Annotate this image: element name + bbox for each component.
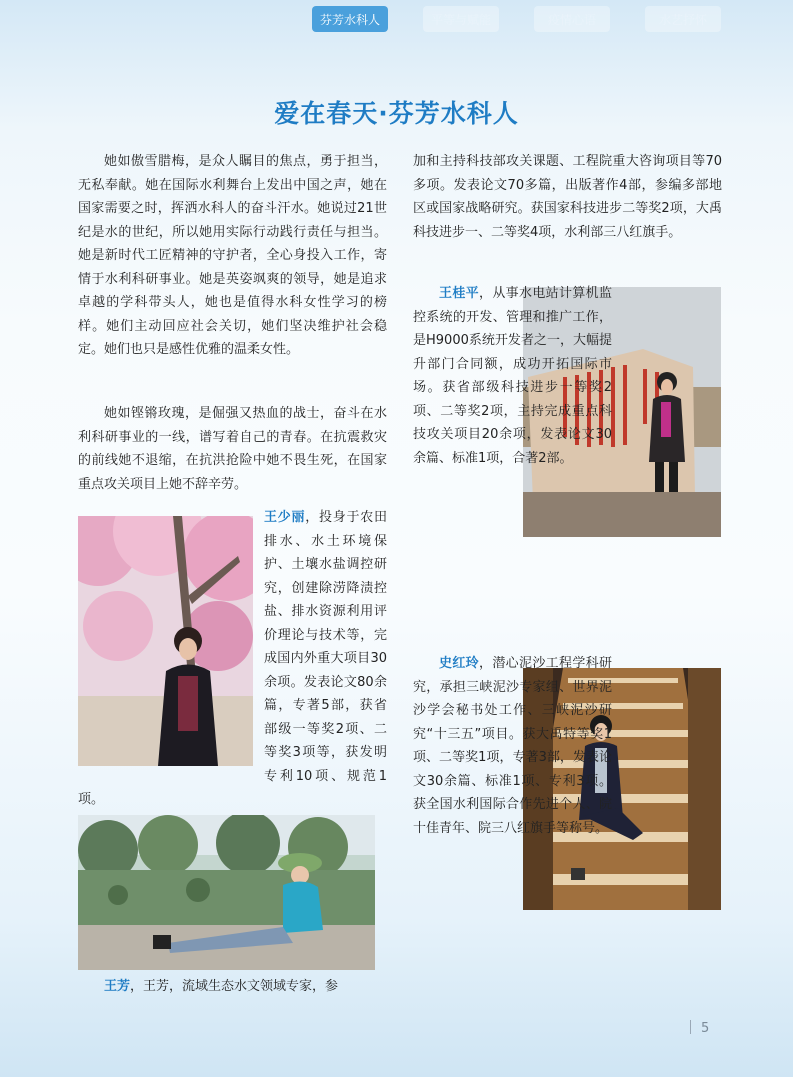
page-number-value: 5 [701,1021,710,1036]
page-number [690,1020,709,1036]
text-shi-hongling: ，潜心泥沙工程学科研究，承担三峡泥沙专家组、世界泥沙学会秘书处工作、三峡泥沙研究“十三五”项目。获大禹特等奖1项、二等奖1项，专著3部，发表论文30余篇、标准1项、专利3项。获全国水利国际合作先进个人、院十佳青年、院三八红旗手等称号。 [413,656,612,836]
photo-float-spacer [612,282,722,540]
page-divider [690,1020,691,1034]
photo-float-spacer [612,652,722,910]
tab-fenfang[interactable]: 芬芳水科人 [312,6,388,32]
text-wang-fang: ，王芳，流域生态水文领域专家，参 [130,979,339,994]
text-wang-guiping: ，从事水电站计算机监控系统的开发、管理和推广工作，是H9000系统开发者之一，大幅提升部门合同额，成功开拓国际市场。获省部级科技进步一等奖2项、二等奖2项，主持完成重点科技攻关项目20余项，发表论文30余篇、标准1项，合著2部。 [413,286,612,466]
name-wang-fang: 王芳 [104,979,131,994]
tab-yiqing[interactable]: 疫情心语 [534,6,610,32]
continued-paragraph: 加和主持科技部攻关课题、工程院重大咨询项目等70多项。发表论文70多篇，出版著作4部，参编多部地区或国家战略研究。获国家科技进步二等奖2项，大禹科技进步一、二等奖4项，水利部三八红旗手。 [413,154,722,240]
section-tabs [312,6,721,32]
page-title: 爱在春天·芬芳水科人 [274,99,519,128]
profile-wang-shaoli [78,506,387,812]
text-wang-shaoli: ，投身于农田排水、水土环境保护、土壤水盐调控研究，创建除涝降渍控盐、排水资源利用评价理论与技术等，完成国内外重大项目30余项。发表论文80余篇，专著5部，获省部级一等奖2项、二等奖3项等，获发明专利10项、规范1项。 [78,510,387,807]
tab-pingdeng[interactable]: 平等与赋能 [423,6,499,32]
name-wang-shaoli: 王少丽 [264,510,306,525]
profile-wang-guiping [413,282,722,540]
photo-wang-fang [78,815,375,970]
tab-shuiyi[interactable]: 水艺抒怀 [645,6,721,32]
name-wang-guiping: 王桂平 [439,286,479,301]
intro-paragraph-2: 她如铿锵玫瑰，是倔强又热血的战士，奋斗在水利科研事业的一线，谱写着自己的青春。在抗震救灾的前线她不退缩，在抗洪抢险中她不畏生死，在国家重点攻关项目上她不辞辛劳。 [78,406,387,492]
profile-wang-fang [78,975,387,999]
photo-float-spacer [78,506,264,768]
name-shi-hongling: 史红玲 [439,656,479,671]
profile-shi-hongling [413,652,722,910]
intro-paragraph-1: 她如傲雪腊梅，是众人瞩目的焦点，勇于担当，无私奉献。她在国际水利舞台上发出中国之声，她在国家需要之时，挥洒水科人的奋斗汗水。她说过21世纪是水的世纪，所以她用实际行动践行责任与担当。她是新时代工匠精神的守护者，全心身投入工作，寄情于水利科研事业。她是英姿飒爽的领导，她是追求卓越的学科带头人，她也是值得水科女性学习的榜样。她们主动回应社会关切，她们坚决维护社会稳定。她们也只是感性优雅的温柔女性。 [78,154,387,357]
